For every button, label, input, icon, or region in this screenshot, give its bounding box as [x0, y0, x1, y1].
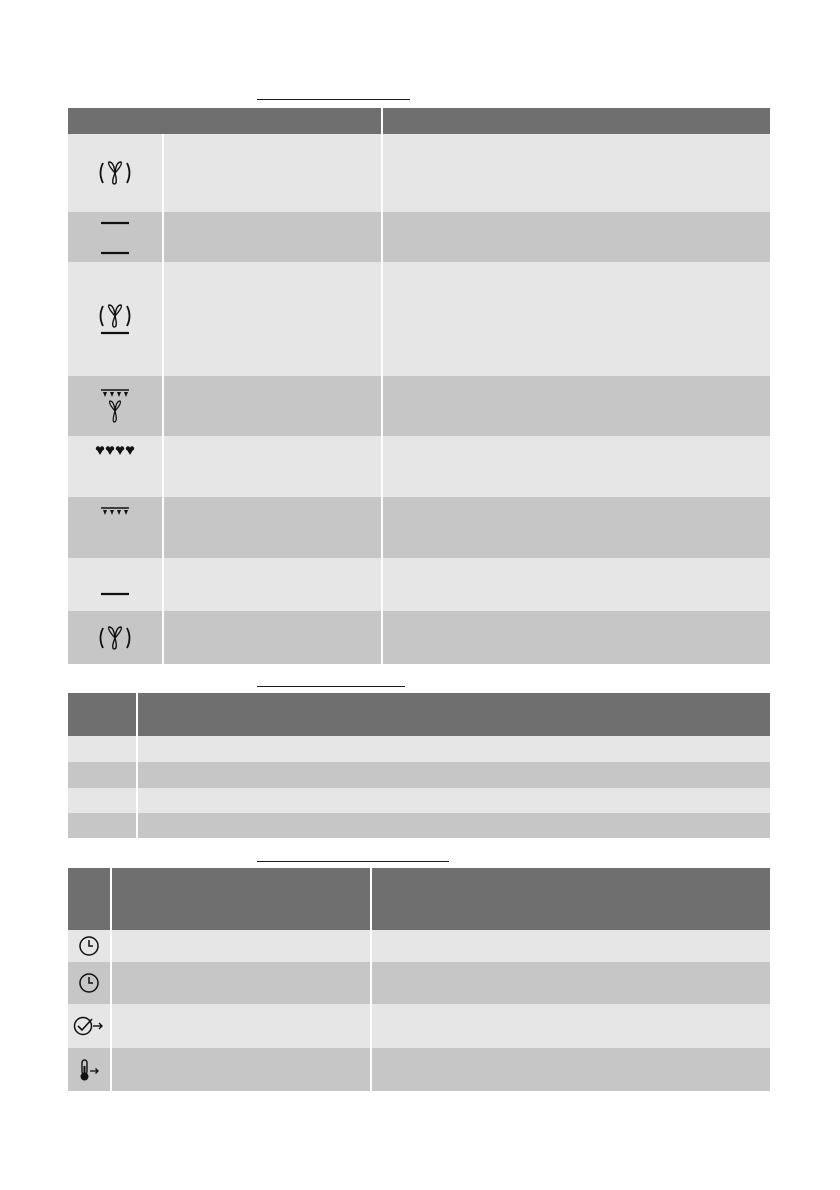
- clock-functions-table: [68, 868, 770, 1091]
- column-divider: [110, 868, 112, 1091]
- grill-fan-icon: [68, 376, 162, 436]
- levels-table-header: [68, 693, 770, 736]
- section-1-heading-underline: [257, 99, 410, 100]
- top-bottom-heat-icon: [68, 212, 162, 262]
- table-row: [68, 497, 770, 558]
- table-row: [68, 1004, 770, 1048]
- table-row: [68, 813, 770, 838]
- levels-table: [68, 693, 770, 838]
- section-3-heading-underline: [257, 861, 449, 862]
- clock-icon: [68, 930, 110, 962]
- fan-bottom-heat-icon: [68, 262, 162, 376]
- fan-icon: [68, 611, 162, 664]
- thermometer-icon: [68, 1048, 110, 1091]
- table-row: [68, 736, 770, 762]
- table-row: [68, 611, 770, 664]
- table-row: [68, 1048, 770, 1091]
- table-row: [68, 762, 770, 788]
- table-row: [68, 262, 770, 376]
- fan-icon: [68, 134, 162, 212]
- table-row: [68, 930, 770, 962]
- column-divider: [381, 108, 383, 664]
- end-time-icon: [68, 1004, 110, 1048]
- functions-table: [68, 108, 770, 664]
- column-divider: [136, 693, 138, 838]
- clock-table-header: [68, 868, 770, 930]
- table-row: [68, 558, 770, 611]
- full-grill-icon: [68, 444, 162, 458]
- bottom-heat-icon: [68, 586, 162, 602]
- clock-icon: [68, 962, 110, 1004]
- column-divider: [162, 134, 164, 664]
- table-row: [68, 788, 770, 813]
- grill-icon: [68, 505, 162, 519]
- column-divider: [370, 868, 372, 1091]
- table-row: [68, 962, 770, 1004]
- table-row: [68, 134, 770, 212]
- functions-table-header: [68, 108, 770, 134]
- table-row: [68, 436, 770, 497]
- table-row: [68, 376, 770, 436]
- table-row: [68, 212, 770, 262]
- section-2-heading-underline: [257, 686, 405, 687]
